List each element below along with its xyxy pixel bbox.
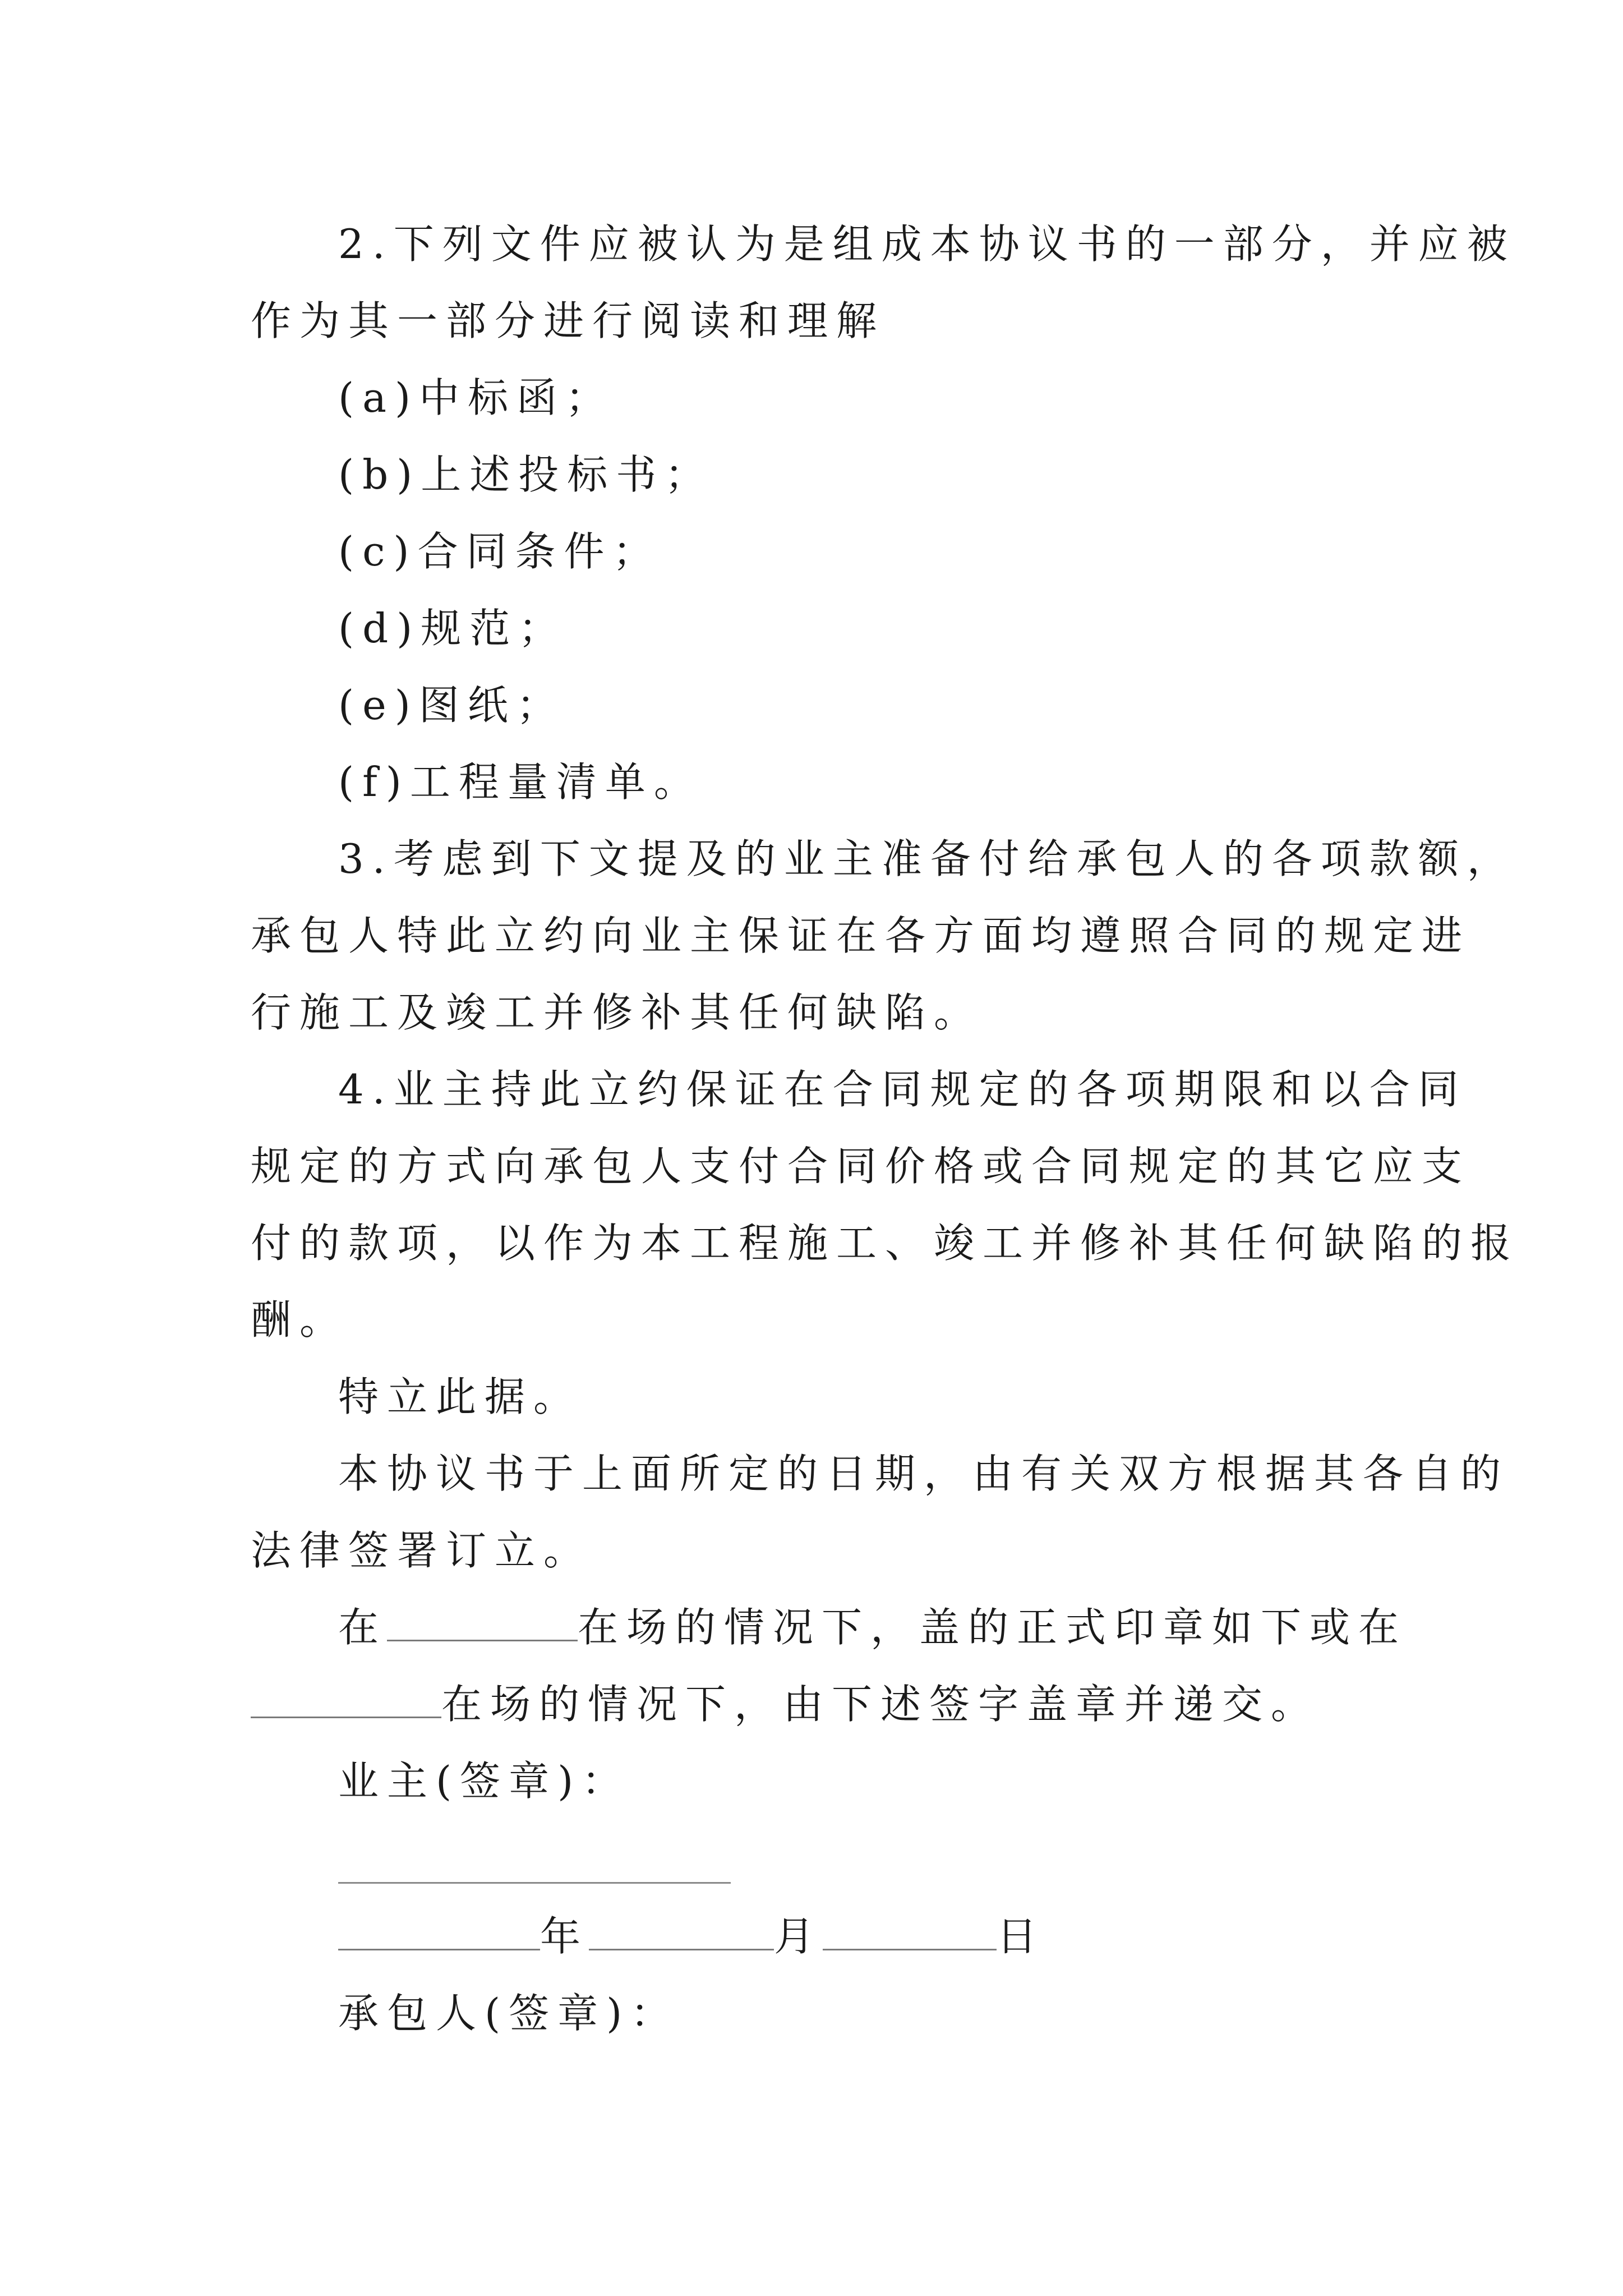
- clause-2-line-1: 2.下列文件应被认为是组成本协议书的一部分，并应被: [338, 220, 1516, 268]
- signing-line-2: 法律签署订立。: [251, 1527, 593, 1574]
- witness-statement: 特立此据。: [338, 1373, 583, 1420]
- year-label: 年: [540, 1913, 589, 1960]
- list-item-c: (c)合同条件；: [338, 528, 662, 575]
- signing-line-1: 本协议书于上面所定的日期，由有关双方根据其各自的: [338, 1450, 1510, 1497]
- witness-b-blank[interactable]: [251, 1681, 441, 1718]
- date-line: [338, 1906, 1623, 1967]
- presence-line-1: [338, 1596, 1623, 1658]
- witness-a-blank[interactable]: [387, 1604, 578, 1641]
- list-item-d: (d)规范；: [338, 605, 568, 652]
- presence-line-2: [251, 1673, 1623, 1735]
- presence-suffix-1: 在场的情况下，盖的正式印章如下或在: [578, 1604, 1408, 1651]
- clause-3-line-1: 3.考虑到下文提及的业主准备付给承包人的各项款额，: [338, 835, 1516, 882]
- presence-suffix-2: 在场的情况下，由下述签字盖章并递交。: [441, 1681, 1320, 1728]
- clause-2-line-2: 作为其一部分进行阅读和理解: [251, 297, 886, 344]
- owner-signature-line[interactable]: [338, 1882, 731, 1884]
- clause-3-line-3: 行施工及竣工并修补其任何缺陷。: [251, 989, 983, 1036]
- clause-4-line-2: 规定的方式向承包人支付合同价格或合同规定的其它应支: [251, 1143, 1471, 1190]
- day-blank[interactable]: [823, 1913, 997, 1950]
- clause-4-line-3: 付的款项，以作为本工程施工、竣工并修补其任何缺陷的报: [251, 1220, 1520, 1267]
- owner-signature-label: 业主(签章)：: [338, 1757, 631, 1805]
- month-blank[interactable]: [589, 1913, 774, 1950]
- list-item-b: (b)上述投标书；: [338, 451, 714, 498]
- year-blank[interactable]: [338, 1913, 540, 1950]
- month-label: 月: [774, 1913, 823, 1960]
- contractor-signature-label: 承包人(签章)：: [338, 1990, 680, 2037]
- list-item-e: (e)图纸；: [338, 682, 565, 729]
- list-item-f: (f)工程量清单。: [338, 758, 703, 806]
- day-label: 日: [997, 1913, 1046, 1960]
- clause-3-line-2: 承包人特此立约向业主保证在各方面均遵照合同的规定进: [251, 912, 1471, 959]
- list-item-a: (a)中标函；: [338, 374, 615, 421]
- clause-4-line-1: 4.业主持此立约保证在合同规定的各项期限和以合同: [338, 1066, 1467, 1113]
- clause-4-line-4: 酬。: [251, 1296, 349, 1343]
- presence-prefix: 在: [338, 1604, 388, 1651]
